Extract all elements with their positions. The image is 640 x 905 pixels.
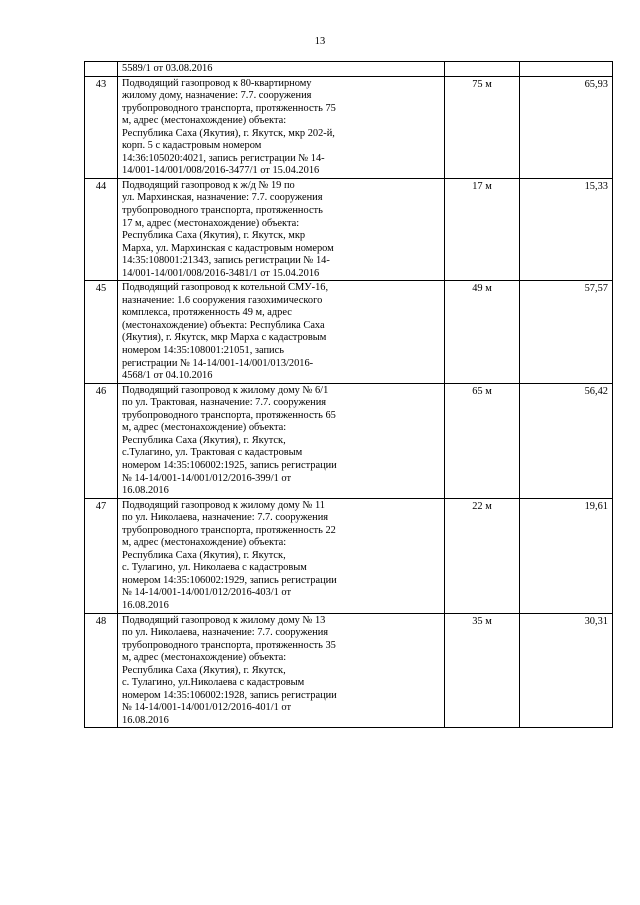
description-line: 14:36:105020:4021, запись регистрации № 14-: [122, 152, 325, 164]
description-line: Подводящий газопровод к котельной СМУ-16,: [122, 282, 329, 294]
description-line: 17 м, адрес (местонахождение) объекта:: [122, 217, 300, 229]
registry-body: [85, 62, 613, 728]
object-description: [118, 76, 445, 178]
description-line: регистрации № 14-14/001-14/001/013/2016-: [122, 357, 314, 369]
description-line: 14/001-14/001/008/2016-3481/1 от 15.04.2016: [122, 267, 320, 279]
property-registry-table: [84, 61, 613, 728]
continuation-num-cell: [85, 62, 118, 77]
description-line: № 14-14/001-14/001/012/2016-399/1 от: [122, 472, 292, 484]
description-line: (Якутия), г. Якутск, мкр Марха с кадастровым: [122, 332, 327, 344]
description-line: Подводящий газопровод к жилому дому № 11: [122, 499, 325, 511]
description-line: трубопроводного транспорта, протяженность 75: [122, 102, 336, 114]
object-description: [118, 383, 445, 498]
description-line: м, адрес (местонахождение) объекта:: [122, 652, 287, 664]
description-line: Республика Саха (Якутия), г. Якутск,: [122, 549, 286, 561]
description-line: Подводящий газопровод к жилому дому № 13: [122, 614, 326, 626]
description-line: Подводящий газопровод к жилому дому № 6/1: [122, 384, 329, 396]
object-length: 65 м: [445, 383, 520, 498]
description-line: 16.08.2016: [122, 485, 169, 497]
description-line: Республика Саха (Якутия), г. Якутск, мкр 202-й,: [122, 127, 335, 139]
description-line: трубопроводного транспорта, протяженность 22: [122, 524, 336, 536]
description-line: 14/001-14/001/008/2016-3477/1 от 15.04.2016: [122, 165, 320, 177]
object-description: [118, 498, 445, 613]
continuation-text: 5589/1 от 03.08.2016: [122, 63, 213, 74]
description-line: по ул. Николаева, назначение: 7.7. сооружения: [122, 627, 329, 639]
description-line: 4568/1 от 04.10.2016: [122, 370, 213, 382]
description-line: трубопроводного транспорта, протяженность 65: [122, 409, 336, 421]
description-line: корп. 5 с кадастровым номером: [122, 140, 262, 152]
continuation-row: [85, 62, 613, 77]
table-row: [85, 498, 613, 613]
object-description: [118, 281, 445, 383]
description-line: по ул. Николаева, назначение: 7.7. сооружения: [122, 512, 329, 524]
description-line: номером 14:35:106002:1925, запись регистрации: [122, 459, 337, 471]
object-length: 22 м: [445, 498, 520, 613]
description-line: ул. Мархинская, назначение: 7.7. сооружения: [122, 192, 323, 204]
description-line: 14:35:108001:21343, запись регистрации № 14-: [122, 255, 330, 267]
object-length: 75 м: [445, 76, 520, 178]
description-line: номером 14:35:108001:21051, запись: [122, 345, 284, 357]
description-line: Подводящий газопровод к 80-квартирному: [122, 77, 312, 89]
object-value: 57,57: [520, 281, 613, 383]
page-number: 13: [314, 36, 326, 47]
table-row: [85, 613, 613, 728]
object-length: 49 м: [445, 281, 520, 383]
description-line: с. Тулагино, ул. Николаева с кадастровым: [122, 562, 307, 574]
description-line: с.Тулагино, ул. Трактовая с кадастровым: [122, 447, 303, 459]
description-line: с. Тулагино, ул.Николаева с кадастровым: [122, 677, 305, 689]
object-description: [118, 613, 445, 728]
table-row: [85, 281, 613, 383]
object-value: 56,42: [520, 383, 613, 498]
table-row: [85, 178, 613, 280]
description-line: м, адрес (местонахождение) объекта:: [122, 422, 287, 434]
description-line: (местонахождение) объекта: Республика Саха: [122, 319, 325, 331]
row-number: 43: [85, 76, 118, 178]
row-number: 47: [85, 498, 118, 613]
description-line: № 14-14/001-14/001/012/2016-401/1 от: [122, 702, 292, 714]
object-value: 65,93: [520, 76, 613, 178]
row-number: 46: [85, 383, 118, 498]
table-row: [85, 383, 613, 498]
table-row: [85, 76, 613, 178]
description-line: м, адрес (местонахождение) объекта:: [122, 537, 287, 549]
continuation-desc-cell: [118, 62, 445, 77]
description-line: номером 14:35:106002:1929, запись регистрации: [122, 574, 337, 586]
description-line: Республика Саха (Якутия), г. Якутск,: [122, 434, 286, 446]
description-line: Республика Саха (Якутия), г. Якутск, мкр: [122, 230, 306, 242]
description-line: комплекса, протяженность 49 м, адрес: [122, 307, 292, 319]
description-line: Подводящий газопровод к ж/д № 19 по: [122, 179, 295, 191]
description-line: 16.08.2016: [122, 714, 169, 726]
object-value: 15,33: [520, 178, 613, 280]
description-line: № 14-14/001-14/001/012/2016-403/1 от: [122, 587, 292, 599]
row-number: 48: [85, 613, 118, 728]
object-description: [118, 178, 445, 280]
row-number: 44: [85, 178, 118, 280]
description-line: Марха, ул. Мархинская с кадастровым номером: [122, 242, 334, 254]
continuation-length-cell: [445, 62, 520, 77]
description-line: номером 14:35:106002:1928, запись регистрации: [122, 689, 337, 701]
object-value: 30,31: [520, 613, 613, 728]
object-length: 17 м: [445, 178, 520, 280]
description-line: Республика Саха (Якутия), г. Якутск,: [122, 664, 286, 676]
description-line: по ул. Трактовая, назначение: 7.7. сооружения: [122, 397, 327, 409]
description-line: м, адрес (местонахождение) объекта:: [122, 115, 287, 127]
description-line: трубопроводного транспорта, протяженность 35: [122, 639, 336, 651]
object-value: 19,61: [520, 498, 613, 613]
description-line: 16.08.2016: [122, 599, 169, 611]
description-line: жилому дому, назначение: 7.7. сооружения: [122, 90, 312, 102]
description-line: трубопроводного транспорта, протяженность: [122, 205, 323, 217]
object-length: 35 м: [445, 613, 520, 728]
continuation-value-cell: [520, 62, 613, 77]
row-number: 45: [85, 281, 118, 383]
description-line: назначение: 1.6 сооружения газохимического: [122, 294, 323, 306]
